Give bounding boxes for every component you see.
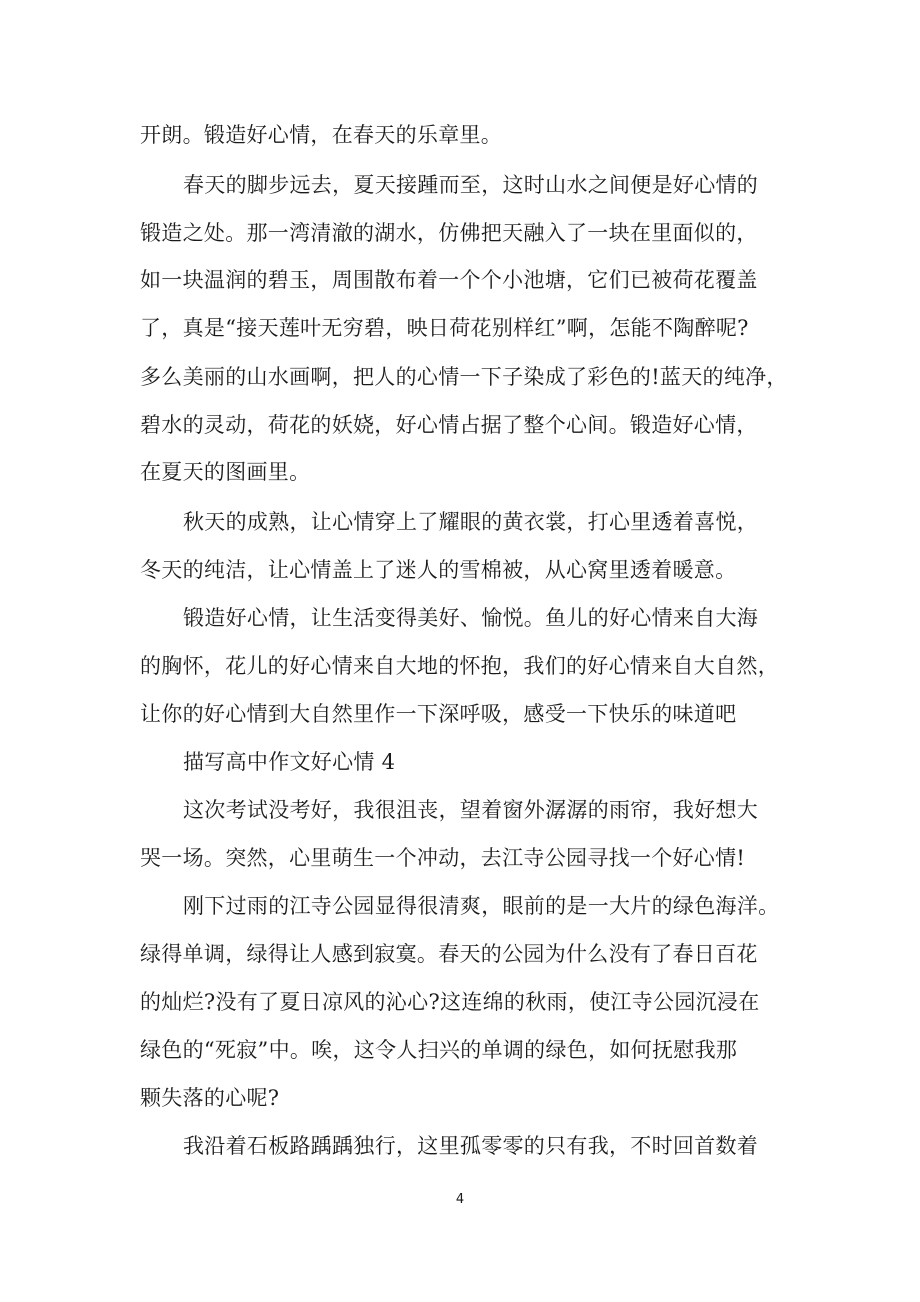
paragraph-first-line: 我沿着石板路踽踽独行，这里孤零零的只有我，不时回首数着 (183, 1134, 759, 1158)
paragraph-first-line: 锻造好心情，让生活变得美好、愉悦。鱼儿的好心情来自大海 (183, 606, 759, 630)
text-line: 碧水的灵动，荷花的妖娆，好心情占据了整个心间。锻造好心情， (140, 413, 758, 437)
text-line: 的胸怀，花儿的好心情来自大地的怀抱，我们的好心情来自大自然， (140, 654, 779, 678)
text-line: 的灿烂?没有了夏日凉风的沁心?这连绵的秋雨，使江寺公园沉浸在 (140, 990, 760, 1014)
paragraph-first-line: 春天的脚步远去，夏天接踵而至，这时山水之间便是好心情的 (183, 173, 759, 197)
text-line: 了，真是“接天莲叶无穷碧，映日荷花别样红”啊，怎能不陶醉呢? (140, 316, 749, 340)
text-line: 颗失落的心呢? (140, 1086, 280, 1110)
text-line: 锻造之处。那一湾清澈的湖水，仿佛把天融入了一块在里面似的， (140, 221, 758, 245)
paragraph-first-line: 秋天的成熟，让心情穿上了耀眼的黄衣裳，打心里透着喜悦， (183, 510, 759, 534)
section-heading: 描写高中作文好心情 4 (183, 750, 396, 774)
paragraph-first-line: 刚下过雨的江寺公园显得很清爽，眼前的是一大片的绿色海洋。 (183, 894, 780, 918)
text-line: 开朗。锻造好心情，在春天的乐章里。 (140, 123, 503, 147)
text-line: 冬天的纯洁，让心情盖上了迷人的雪棉被，从心窝里透着暖意。 (140, 558, 737, 582)
text-line: 多么美丽的山水画啊，把人的心情一下子染成了彩色的!蓝天的纯净， (140, 365, 788, 389)
text-line: 绿色的“死寂”中。唉，这令人扫兴的单调的绿色，如何抚慰我那 (140, 1038, 738, 1062)
text-line: 绿得单调，绿得让人感到寂寞。春天的公园为什么没有了春日百花 (140, 942, 758, 966)
paragraph-first-line: 这次考试没考好，我很沮丧，望着窗外潺潺的雨帘，我好想大 (183, 798, 759, 822)
text-line: 让你的好心情到大自然里作一下深呼吸，感受一下快乐的味道吧 (140, 702, 737, 726)
text-line: 哭一场。突然，心里萌生一个冲动，去江寺公园寻找一个好心情! (140, 846, 746, 870)
page-number: 4 (455, 1192, 465, 1207)
text-line: 如一块温润的碧玉，周围散布着一个个小池塘，它们已被荷花覆盖 (140, 268, 758, 292)
text-line: 在夏天的图画里。 (140, 460, 311, 484)
